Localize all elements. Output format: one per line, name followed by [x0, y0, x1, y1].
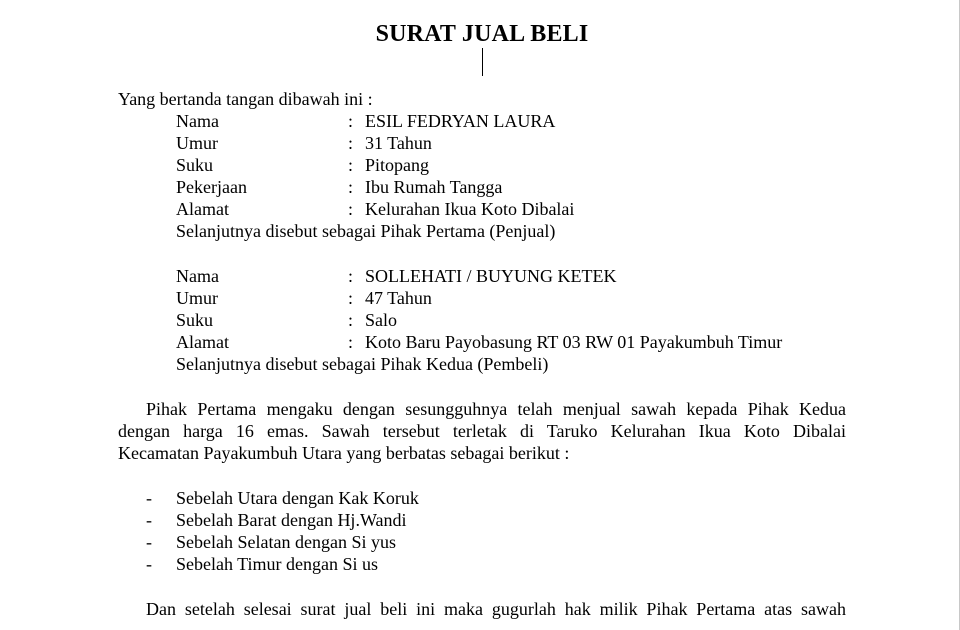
- intro-text: Yang bertanda tangan dibawah ini :: [118, 89, 373, 109]
- party-1-note: Selanjutnya disebut sebagai Pihak Pertama (Penjual): [176, 221, 556, 241]
- field-label: Umur: [176, 288, 218, 308]
- paragraph-line: Dan setelah selesai surat jual beli ini maka gugurlah hak milik Pihak Pertama atas sawah: [146, 599, 846, 619]
- list-item-text: Sebelah Barat dengan Hj.Wandi: [176, 510, 407, 530]
- field-label: Nama: [176, 111, 219, 131]
- field-colon: :: [348, 310, 354, 330]
- list-item-text: Sebelah Selatan dengan Si yus: [176, 532, 396, 552]
- field-label: Alamat: [176, 199, 229, 219]
- closing-paragraph: [118, 598, 846, 620]
- field-value: Salo: [365, 310, 398, 330]
- field-colon: :: [348, 177, 354, 197]
- paragraph-line: Pihak Pertama mengaku dengan sesungguhnya telah menjual sawah kepada Pihak Kedua: [146, 399, 846, 419]
- paragraph-line: dengan harga 16 emas. Sawah tersebut terletak di Taruko Kelurahan Ikua Koto Dibalai: [118, 421, 846, 441]
- field-value: Koto Baru Payobasung RT 03 RW 01 Payakumbuh Timur: [365, 332, 783, 352]
- field-colon: :: [348, 111, 354, 131]
- field-colon: :: [348, 288, 354, 308]
- sale-statement-paragraph: [118, 398, 846, 464]
- field-colon: :: [348, 133, 354, 153]
- field-label: Pekerjaan: [176, 177, 247, 197]
- bullet-marker: -: [146, 554, 152, 574]
- field-colon: :: [348, 199, 354, 219]
- field-label: Umur: [176, 133, 218, 153]
- field-value: SOLLEHATI / BUYUNG KETEK: [365, 266, 617, 286]
- bullet-marker: -: [146, 532, 152, 552]
- paragraph-line: Kecamatan Payakumbuh Utara yang berbatas sebagai berikut :: [118, 443, 570, 463]
- field-colon: :: [348, 332, 354, 352]
- field-value: Kelurahan Ikua Koto Dibalai: [365, 199, 575, 219]
- field-value: Pitopang: [365, 155, 430, 175]
- field-label: Suku: [176, 155, 214, 175]
- field-value: 31 Tahun: [365, 133, 432, 153]
- field-label: Nama: [176, 266, 219, 286]
- field-colon: :: [348, 155, 354, 175]
- field-label: Alamat: [176, 332, 229, 352]
- field-value: Ibu Rumah Tangga: [365, 177, 503, 197]
- document-title: SURAT JUAL BELI: [375, 21, 589, 47]
- field-value: ESIL FEDRYAN LAURA: [365, 111, 556, 131]
- field-value: 47 Tahun: [365, 288, 432, 308]
- bullet-marker: -: [146, 488, 152, 508]
- list-item-text: Sebelah Utara dengan Kak Koruk: [176, 488, 419, 508]
- text-cursor: [482, 48, 483, 76]
- field-colon: :: [348, 266, 354, 286]
- field-label: Suku: [176, 310, 214, 330]
- party-2-note: Selanjutnya disebut sebagai Pihak Kedua (Pembeli): [176, 354, 549, 374]
- list-item-text: Sebelah Timur dengan Si us: [176, 554, 379, 574]
- bullet-marker: -: [146, 510, 152, 530]
